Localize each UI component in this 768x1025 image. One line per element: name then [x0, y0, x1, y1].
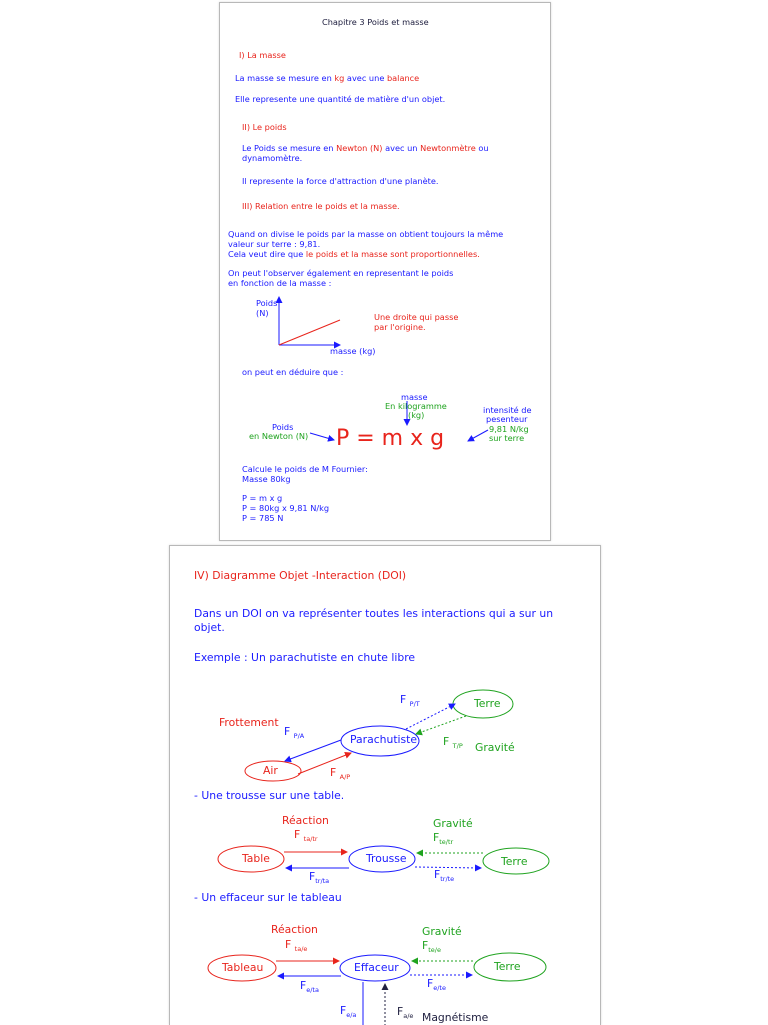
- reaction-label-1: Réaction: [282, 814, 329, 827]
- text-run: La masse se mesure en: [235, 73, 335, 83]
- proportionality-graph: [220, 3, 550, 540]
- text-run: avec une: [344, 73, 387, 83]
- document-page-2: [169, 545, 601, 1025]
- text-run: F: [427, 977, 434, 990]
- paragraph-line: en fonction de la masse :: [228, 278, 332, 288]
- text-run: F: [300, 979, 307, 992]
- text-run: T/P: [452, 742, 463, 750]
- text-run: e/a: [346, 1011, 357, 1019]
- exercise-line: Calcule le poids de M Fournier:: [242, 464, 368, 474]
- arrow-g: [468, 430, 488, 441]
- label-fae: [397, 1006, 413, 1020]
- text-run: F: [433, 831, 440, 844]
- label-ftrta: [309, 871, 329, 885]
- label-ftrte: [434, 869, 454, 883]
- text-run: tr/ta: [315, 877, 330, 885]
- gravite-label-1: Gravité: [475, 741, 515, 754]
- text-run: F: [284, 725, 291, 738]
- text-run: tr/te: [440, 875, 455, 883]
- trousse-node-label: Trousse: [366, 852, 407, 865]
- arrow-fpa: [285, 740, 341, 761]
- parachutiste-node-label: Parachutiste: [350, 733, 418, 746]
- arrow-ftrte: [415, 867, 481, 868]
- graph-note-line-1: Une droite qui passe: [374, 312, 459, 322]
- reaction-label-2: Réaction: [271, 923, 318, 936]
- graph-y-label: Poids: [256, 298, 278, 308]
- label-feta: [300, 980, 319, 994]
- paragraph-line: valeur sur terre : 9,81.: [228, 239, 321, 249]
- terre-node-label-2: Terre: [501, 855, 528, 868]
- text-run: P/T: [409, 700, 420, 708]
- section-3-title: III) Relation entre le poids et la masse.: [242, 201, 400, 211]
- label-fap: [330, 767, 350, 781]
- table-node-label: Table: [242, 852, 270, 865]
- intro-line-1: Dans un DOI on va représenter toutes les interactions qui a sur un: [194, 607, 554, 620]
- effaceur-node-label: Effaceur: [354, 961, 399, 974]
- text-run: ta/tr: [303, 835, 318, 843]
- terre-node-label-3: Terre: [494, 960, 521, 973]
- exercise-line: Masse 80kg: [242, 474, 291, 484]
- graph-note-line-2: par l'origine.: [374, 322, 426, 332]
- label-ftae: [285, 939, 307, 953]
- text-run: F: [340, 1004, 347, 1017]
- intro-line-2: objet.: [194, 621, 225, 634]
- deduce-line: on peut en déduire que :: [242, 367, 344, 377]
- interaction-diagrams: [170, 546, 600, 1025]
- text-run: a/e: [403, 1012, 414, 1020]
- arrow-ftp: [416, 716, 466, 734]
- formula-poids-label-2: en Newton (N): [249, 431, 309, 441]
- paragraph-line: Quand on divise le poids par la masse on obtient toujours la même: [228, 229, 504, 239]
- text-run: F: [309, 870, 316, 883]
- text-run: A/P: [339, 773, 351, 781]
- example-2-title: - Une trousse sur une table.: [194, 789, 345, 802]
- frottement-label: Frottement: [219, 716, 279, 729]
- text-run: te/tr: [439, 838, 454, 846]
- label-ftp: [443, 736, 463, 750]
- text-run: Newtonmètre: [420, 143, 476, 153]
- example-1-title: Exemple : Un parachutiste en chute libre: [194, 651, 416, 664]
- example-3-title: - Un effaceur sur le tableau: [194, 891, 342, 904]
- text-run: P/A: [293, 732, 305, 740]
- text-run: le poids et la masse sont proportionnelles.: [305, 249, 480, 259]
- text-run: ta/e: [294, 945, 308, 953]
- air-node-label: Air: [263, 764, 278, 777]
- label-fete: [427, 978, 446, 992]
- text-run: F: [285, 938, 292, 951]
- formula-poids-label-1: Poids: [272, 422, 294, 432]
- formula-kg-label-2: (kg): [408, 410, 425, 420]
- label-ftetr: [433, 832, 453, 846]
- section-2-title: II) Le poids: [242, 122, 287, 132]
- magnetisme-label: Magnétisme: [422, 1011, 489, 1024]
- text-run: ou: [475, 143, 489, 153]
- terre-node-label-1: Terre: [474, 697, 501, 710]
- text-run: kg: [334, 73, 345, 83]
- chapter-title: Chapitre 3 Poids et masse: [322, 17, 429, 27]
- gravite-label-3: Gravité: [422, 925, 462, 938]
- tableau-node-label: Tableau: [222, 961, 264, 974]
- text-run: te/e: [428, 946, 441, 954]
- formula-g-label-1: intensité de: [483, 405, 532, 415]
- formula-g-label-4: sur terre: [489, 433, 525, 443]
- formula: P = m x g: [336, 426, 445, 451]
- paragraph-line: On peut l'observer également en representant le poids: [228, 268, 454, 278]
- text-run: Newton (N): [336, 143, 383, 153]
- formula-kg-label-1: En kilogramme: [385, 401, 447, 411]
- exercise-line: P = 80kg x 9,81 N/kg: [242, 503, 330, 513]
- section-1-title: I) La masse: [239, 50, 286, 60]
- text-run: F: [422, 939, 429, 952]
- text-run: avec un: [382, 143, 421, 153]
- label-fpa: [284, 726, 304, 740]
- text-run: F: [434, 868, 441, 881]
- text-run: balance: [386, 73, 420, 83]
- graph-x-label: masse (kg): [330, 346, 376, 356]
- section-2-line-2: dynamomètre.: [242, 153, 303, 163]
- formula-g-label-2: pesenteur: [486, 414, 528, 424]
- text-run: F: [443, 735, 450, 748]
- text-run: Cela veut dire que: [228, 249, 306, 259]
- arrow-poids: [310, 433, 334, 440]
- text-run: Le Poids se mesure en: [242, 143, 337, 153]
- formula-g-label-3: 9,81 N/kg: [489, 424, 529, 434]
- text-run: F: [400, 693, 407, 706]
- formula-masse-label: masse: [401, 392, 428, 402]
- section-2-line-3: Il represente la force d'attraction d'une planète.: [242, 176, 439, 186]
- label-ftatr: [294, 829, 318, 843]
- text-run: F: [397, 1005, 404, 1018]
- document-page-1: [219, 2, 551, 541]
- exercise-line: P = m x g: [242, 493, 283, 503]
- text-run: e/te: [433, 984, 446, 992]
- text-run: e/ta: [306, 986, 319, 994]
- graph-y-unit: (N): [256, 308, 269, 318]
- section-1-line-2: Elle represente une quantité de matière d'un objet.: [235, 94, 446, 104]
- proportional-line: [279, 320, 340, 345]
- section-4-title: IV) Diagramme Objet -Interaction (DOI): [194, 569, 407, 582]
- label-fpt: [400, 694, 420, 708]
- exercise-line: P = 785 N: [242, 513, 284, 523]
- label-fea: [340, 1005, 356, 1019]
- text-run: F: [294, 828, 301, 841]
- text-run: F: [330, 766, 337, 779]
- label-ftee: [422, 940, 441, 954]
- gravite-label-2: Gravité: [433, 817, 473, 830]
